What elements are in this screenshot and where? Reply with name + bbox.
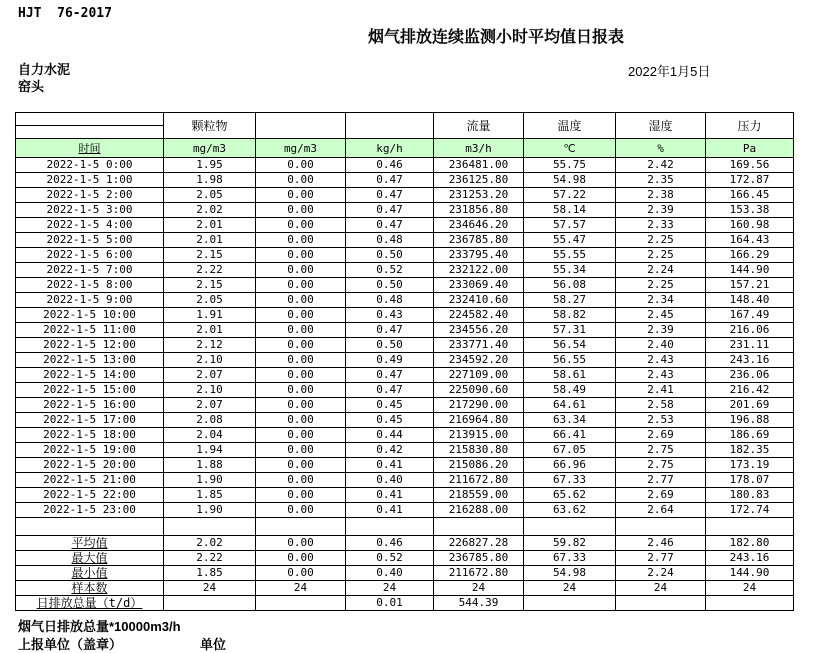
data-cell: 211672.80 bbox=[434, 473, 524, 488]
data-cell: 0.42 bbox=[346, 443, 434, 458]
unit-header: Pa bbox=[706, 139, 794, 158]
data-cell: 2.69 bbox=[616, 488, 706, 503]
summary-cell: 24 bbox=[524, 581, 616, 596]
summary-row bbox=[16, 581, 794, 596]
data-cell: 2.39 bbox=[616, 203, 706, 218]
row-time: 2022-1-5 17:00 bbox=[16, 413, 164, 428]
data-cell: 2.34 bbox=[616, 293, 706, 308]
data-cell: 0.00 bbox=[256, 158, 346, 173]
data-cell: 225090.60 bbox=[434, 383, 524, 398]
row-time: 2022-1-5 5:00 bbox=[16, 233, 164, 248]
data-cell: 166.29 bbox=[706, 248, 794, 263]
summary-cell bbox=[524, 596, 616, 611]
band-upper-blank bbox=[16, 113, 163, 126]
data-cell: 196.88 bbox=[706, 413, 794, 428]
data-cell: 57.31 bbox=[524, 323, 616, 338]
unit-header: mg/m3 bbox=[256, 139, 346, 158]
data-row bbox=[16, 383, 794, 398]
data-cell: 236481.00 bbox=[434, 158, 524, 173]
summary-cell: 2.46 bbox=[616, 536, 706, 551]
data-cell: 201.69 bbox=[706, 398, 794, 413]
data-cell: 2.22 bbox=[164, 263, 256, 278]
data-cell: 169.56 bbox=[706, 158, 794, 173]
summary-row bbox=[16, 551, 794, 566]
summary-cell: 182.80 bbox=[706, 536, 794, 551]
data-cell: 218559.00 bbox=[434, 488, 524, 503]
unit-header: % bbox=[616, 139, 706, 158]
data-cell: 0.00 bbox=[256, 263, 346, 278]
row-time: 2022-1-5 22:00 bbox=[16, 488, 164, 503]
data-cell: 215830.80 bbox=[434, 443, 524, 458]
summary-cell: 243.16 bbox=[706, 551, 794, 566]
data-cell: 0.00 bbox=[256, 503, 346, 518]
data-cell: 2.04 bbox=[164, 428, 256, 443]
row-time: 2022-1-5 8:00 bbox=[16, 278, 164, 293]
data-cell: 0.47 bbox=[346, 368, 434, 383]
unit-header: mg/m3 bbox=[164, 139, 256, 158]
data-cell: 0.41 bbox=[346, 503, 434, 518]
data-row bbox=[16, 218, 794, 233]
row-time: 2022-1-5 20:00 bbox=[16, 458, 164, 473]
blank-header bbox=[346, 113, 434, 139]
summary-cell: 544.39 bbox=[434, 596, 524, 611]
summary-cell: 2.22 bbox=[164, 551, 256, 566]
data-cell: 2.10 bbox=[164, 353, 256, 368]
data-cell: 2.02 bbox=[164, 203, 256, 218]
data-cell: 63.34 bbox=[524, 413, 616, 428]
row-time: 2022-1-5 13:00 bbox=[16, 353, 164, 368]
data-cell: 2.25 bbox=[616, 233, 706, 248]
data-cell: 2.35 bbox=[616, 173, 706, 188]
data-cell: 160.98 bbox=[706, 218, 794, 233]
summary-cell: 226827.28 bbox=[434, 536, 524, 551]
data-cell: 227109.00 bbox=[434, 368, 524, 383]
data-cell: 0.45 bbox=[346, 398, 434, 413]
data-cell: 0.50 bbox=[346, 248, 434, 263]
data-cell: 2.64 bbox=[616, 503, 706, 518]
row-time: 2022-1-5 14:00 bbox=[16, 368, 164, 383]
time-band-cell bbox=[16, 113, 164, 139]
data-cell: 0.00 bbox=[256, 278, 346, 293]
data-row bbox=[16, 443, 794, 458]
row-time: 2022-1-5 10:00 bbox=[16, 308, 164, 323]
data-row bbox=[16, 263, 794, 278]
data-cell: 1.91 bbox=[164, 308, 256, 323]
data-cell: 233069.40 bbox=[434, 278, 524, 293]
summary-cell: 54.98 bbox=[524, 566, 616, 581]
summary-cell bbox=[256, 596, 346, 611]
data-cell: 0.00 bbox=[256, 203, 346, 218]
data-cell: 0.00 bbox=[256, 368, 346, 383]
page-title: 烟气排放连续监测小时平均值日报表 bbox=[367, 29, 624, 46]
data-cell: 2.01 bbox=[164, 233, 256, 248]
row-time: 2022-1-5 12:00 bbox=[16, 338, 164, 353]
gap-cell bbox=[346, 518, 434, 536]
data-cell: 0.00 bbox=[256, 233, 346, 248]
data-cell: 216.42 bbox=[706, 383, 794, 398]
row-time: 2022-1-5 19:00 bbox=[16, 443, 164, 458]
data-row bbox=[16, 428, 794, 443]
data-cell: 0.52 bbox=[346, 263, 434, 278]
data-cell: 178.07 bbox=[706, 473, 794, 488]
unit-header: kg/h bbox=[346, 139, 434, 158]
summary-cell: 24 bbox=[346, 581, 434, 596]
data-cell: 0.40 bbox=[346, 473, 434, 488]
band-lower-blank bbox=[16, 126, 163, 138]
data-cell: 2.15 bbox=[164, 248, 256, 263]
summary-row bbox=[16, 536, 794, 551]
blank-header bbox=[256, 113, 346, 139]
data-cell: 1.98 bbox=[164, 173, 256, 188]
data-cell: 57.22 bbox=[524, 188, 616, 203]
data-cell: 0.00 bbox=[256, 323, 346, 338]
data-row bbox=[16, 458, 794, 473]
data-cell: 65.62 bbox=[524, 488, 616, 503]
data-cell: 2.42 bbox=[616, 158, 706, 173]
row-time: 2022-1-5 18:00 bbox=[16, 428, 164, 443]
data-cell: 172.87 bbox=[706, 173, 794, 188]
data-cell: 153.38 bbox=[706, 203, 794, 218]
summary-cell: 24 bbox=[434, 581, 524, 596]
summary-cell: 2.77 bbox=[616, 551, 706, 566]
data-cell: 2.33 bbox=[616, 218, 706, 233]
data-cell: 0.48 bbox=[346, 233, 434, 248]
data-cell: 1.90 bbox=[164, 473, 256, 488]
row-time: 2022-1-5 4:00 bbox=[16, 218, 164, 233]
summary-row bbox=[16, 596, 794, 611]
data-cell: 1.94 bbox=[164, 443, 256, 458]
pollutant-header: 湿度 bbox=[616, 113, 706, 139]
summary-cell: 144.90 bbox=[706, 566, 794, 581]
data-cell: 57.57 bbox=[524, 218, 616, 233]
row-time: 2022-1-5 7:00 bbox=[16, 263, 164, 278]
data-row bbox=[16, 473, 794, 488]
data-row bbox=[16, 398, 794, 413]
data-cell: 167.49 bbox=[706, 308, 794, 323]
data-cell: 236125.80 bbox=[434, 173, 524, 188]
row-time: 2022-1-5 6:00 bbox=[16, 248, 164, 263]
data-row bbox=[16, 488, 794, 503]
data-cell: 2.58 bbox=[616, 398, 706, 413]
data-cell: 2.41 bbox=[616, 383, 706, 398]
data-cell: 0.00 bbox=[256, 218, 346, 233]
data-cell: 234592.20 bbox=[434, 353, 524, 368]
data-cell: 164.43 bbox=[706, 233, 794, 248]
time-header: 时间 bbox=[16, 139, 164, 158]
data-cell: 186.69 bbox=[706, 428, 794, 443]
summary-cell: 236785.80 bbox=[434, 551, 524, 566]
data-cell: 2.07 bbox=[164, 368, 256, 383]
data-row bbox=[16, 308, 794, 323]
data-cell: 234646.20 bbox=[434, 218, 524, 233]
row-time: 2022-1-5 3:00 bbox=[16, 203, 164, 218]
data-cell: 2.45 bbox=[616, 308, 706, 323]
summary-label: 样本数 bbox=[16, 581, 164, 596]
summary-cell: 24 bbox=[616, 581, 706, 596]
data-cell: 0.47 bbox=[346, 383, 434, 398]
data-row bbox=[16, 203, 794, 218]
data-cell: 224582.40 bbox=[434, 308, 524, 323]
data-cell: 215086.20 bbox=[434, 458, 524, 473]
data-cell: 55.34 bbox=[524, 263, 616, 278]
data-cell: 2.53 bbox=[616, 413, 706, 428]
row-time: 2022-1-5 15:00 bbox=[16, 383, 164, 398]
row-time: 2022-1-5 16:00 bbox=[16, 398, 164, 413]
summary-cell: 1.85 bbox=[164, 566, 256, 581]
data-cell: 63.62 bbox=[524, 503, 616, 518]
data-cell: 0.47 bbox=[346, 323, 434, 338]
row-time: 2022-1-5 21:00 bbox=[16, 473, 164, 488]
data-row bbox=[16, 293, 794, 308]
data-cell: 2.10 bbox=[164, 383, 256, 398]
summary-cell: 2.02 bbox=[164, 536, 256, 551]
data-cell: 182.35 bbox=[706, 443, 794, 458]
data-cell: 173.19 bbox=[706, 458, 794, 473]
data-cell: 2.15 bbox=[164, 278, 256, 293]
summary-cell: 0.52 bbox=[346, 551, 434, 566]
data-cell: 0.43 bbox=[346, 308, 434, 323]
data-cell: 0.50 bbox=[346, 338, 434, 353]
data-cell: 0.48 bbox=[346, 293, 434, 308]
data-row bbox=[16, 248, 794, 263]
data-cell: 0.00 bbox=[256, 488, 346, 503]
data-row bbox=[16, 173, 794, 188]
data-cell: 213915.00 bbox=[434, 428, 524, 443]
location-name: 窑头 bbox=[18, 79, 45, 94]
data-cell: 56.08 bbox=[524, 278, 616, 293]
unit-label: 单位 bbox=[200, 637, 227, 652]
data-row bbox=[16, 353, 794, 368]
unit-header-row bbox=[16, 139, 794, 158]
data-row bbox=[16, 158, 794, 173]
data-cell: 0.00 bbox=[256, 353, 346, 368]
data-cell: 0.47 bbox=[346, 188, 434, 203]
data-cell: 216288.00 bbox=[434, 503, 524, 518]
row-time: 2022-1-5 23:00 bbox=[16, 503, 164, 518]
gap-cell bbox=[616, 518, 706, 536]
data-cell: 216964.80 bbox=[434, 413, 524, 428]
data-cell: 233795.40 bbox=[434, 248, 524, 263]
data-cell: 236.06 bbox=[706, 368, 794, 383]
data-cell: 0.44 bbox=[346, 428, 434, 443]
data-cell: 157.21 bbox=[706, 278, 794, 293]
data-cell: 0.00 bbox=[256, 443, 346, 458]
data-cell: 67.05 bbox=[524, 443, 616, 458]
data-cell: 0.00 bbox=[256, 173, 346, 188]
row-time: 2022-1-5 1:00 bbox=[16, 173, 164, 188]
summary-cell: 24 bbox=[706, 581, 794, 596]
gap-cell bbox=[256, 518, 346, 536]
pollutant-header: 压力 bbox=[706, 113, 794, 139]
data-row bbox=[16, 338, 794, 353]
data-cell: 0.00 bbox=[256, 308, 346, 323]
data-cell: 0.47 bbox=[346, 173, 434, 188]
data-cell: 0.00 bbox=[256, 473, 346, 488]
data-cell: 0.00 bbox=[256, 248, 346, 263]
summary-label: 最小值 bbox=[16, 566, 164, 581]
data-row bbox=[16, 278, 794, 293]
data-cell: 2.24 bbox=[616, 263, 706, 278]
data-cell: 0.00 bbox=[256, 383, 346, 398]
data-cell: 0.00 bbox=[256, 398, 346, 413]
data-row bbox=[16, 503, 794, 518]
summary-cell: 2.24 bbox=[616, 566, 706, 581]
data-cell: 172.74 bbox=[706, 503, 794, 518]
data-row bbox=[16, 413, 794, 428]
data-cell: 64.61 bbox=[524, 398, 616, 413]
unit-header: m3/h bbox=[434, 139, 524, 158]
summary-cell: 0.00 bbox=[256, 551, 346, 566]
data-cell: 231.11 bbox=[706, 338, 794, 353]
data-cell: 231856.80 bbox=[434, 203, 524, 218]
gap-cell bbox=[434, 518, 524, 536]
data-row bbox=[16, 368, 794, 383]
data-cell: 1.88 bbox=[164, 458, 256, 473]
gap-row bbox=[16, 518, 794, 536]
data-cell: 2.07 bbox=[164, 398, 256, 413]
summary-cell: 0.40 bbox=[346, 566, 434, 581]
data-cell: 233771.40 bbox=[434, 338, 524, 353]
data-cell: 0.45 bbox=[346, 413, 434, 428]
data-cell: 0.41 bbox=[346, 488, 434, 503]
data-cell: 55.55 bbox=[524, 248, 616, 263]
gap-cell bbox=[16, 518, 164, 536]
summary-cell bbox=[616, 596, 706, 611]
summary-cell bbox=[164, 596, 256, 611]
data-cell: 58.49 bbox=[524, 383, 616, 398]
data-cell: 66.96 bbox=[524, 458, 616, 473]
data-cell: 2.77 bbox=[616, 473, 706, 488]
pollutant-header: 流量 bbox=[434, 113, 524, 139]
data-cell: 2.25 bbox=[616, 248, 706, 263]
data-cell: 0.50 bbox=[346, 278, 434, 293]
data-cell: 234556.20 bbox=[434, 323, 524, 338]
data-row bbox=[16, 323, 794, 338]
summary-cell: 59.82 bbox=[524, 536, 616, 551]
data-row bbox=[16, 233, 794, 248]
row-time: 2022-1-5 0:00 bbox=[16, 158, 164, 173]
report-date: 2022年1月5日 bbox=[628, 64, 711, 79]
data-cell: 0.00 bbox=[256, 188, 346, 203]
data-cell: 55.47 bbox=[524, 233, 616, 248]
total-emission-note: 烟气日排放总量*10000m3/h bbox=[18, 619, 181, 634]
data-cell: 1.85 bbox=[164, 488, 256, 503]
data-cell: 0.00 bbox=[256, 458, 346, 473]
data-cell: 2.05 bbox=[164, 188, 256, 203]
data-cell: 232122.00 bbox=[434, 263, 524, 278]
pollutant-header: 颗粒物 bbox=[164, 113, 256, 139]
data-cell: 54.98 bbox=[524, 173, 616, 188]
data-cell: 180.83 bbox=[706, 488, 794, 503]
data-cell: 166.45 bbox=[706, 188, 794, 203]
data-cell: 236785.80 bbox=[434, 233, 524, 248]
data-cell: 0.00 bbox=[256, 428, 346, 443]
summary-cell: 0.00 bbox=[256, 566, 346, 581]
report-unit-label: 上报单位（盖章） bbox=[18, 637, 123, 652]
data-cell: 0.00 bbox=[256, 338, 346, 353]
data-row bbox=[16, 188, 794, 203]
summary-cell: 0.46 bbox=[346, 536, 434, 551]
row-time: 2022-1-5 9:00 bbox=[16, 293, 164, 308]
data-cell: 0.00 bbox=[256, 413, 346, 428]
data-cell: 56.55 bbox=[524, 353, 616, 368]
data-cell: 2.08 bbox=[164, 413, 256, 428]
summary-cell: 0.01 bbox=[346, 596, 434, 611]
data-cell: 2.05 bbox=[164, 293, 256, 308]
data-cell: 232410.60 bbox=[434, 293, 524, 308]
gap-cell bbox=[706, 518, 794, 536]
summary-cell: 24 bbox=[164, 581, 256, 596]
data-cell: 2.69 bbox=[616, 428, 706, 443]
data-cell: 55.75 bbox=[524, 158, 616, 173]
data-cell: 2.75 bbox=[616, 443, 706, 458]
data-cell: 1.95 bbox=[164, 158, 256, 173]
summary-cell bbox=[706, 596, 794, 611]
summary-row bbox=[16, 566, 794, 581]
data-cell: 2.25 bbox=[616, 278, 706, 293]
company-name: 自力水泥 bbox=[18, 62, 71, 77]
data-cell: 148.40 bbox=[706, 293, 794, 308]
data-cell: 2.38 bbox=[616, 188, 706, 203]
data-cell: 231253.20 bbox=[434, 188, 524, 203]
gap-cell bbox=[524, 518, 616, 536]
unit-header: ℃ bbox=[524, 139, 616, 158]
data-cell: 2.43 bbox=[616, 368, 706, 383]
pollutant-header-row bbox=[16, 113, 794, 139]
data-cell: 66.41 bbox=[524, 428, 616, 443]
data-cell: 58.27 bbox=[524, 293, 616, 308]
data-cell: 2.43 bbox=[616, 353, 706, 368]
data-cell: 0.49 bbox=[346, 353, 434, 368]
data-cell: 217290.00 bbox=[434, 398, 524, 413]
summary-cell: 24 bbox=[256, 581, 346, 596]
summary-cell: 67.33 bbox=[524, 551, 616, 566]
data-cell: 56.54 bbox=[524, 338, 616, 353]
data-cell: 2.40 bbox=[616, 338, 706, 353]
data-cell: 216.06 bbox=[706, 323, 794, 338]
summary-cell: 211672.80 bbox=[434, 566, 524, 581]
row-time: 2022-1-5 11:00 bbox=[16, 323, 164, 338]
data-cell: 0.46 bbox=[346, 158, 434, 173]
summary-label: 平均值 bbox=[16, 536, 164, 551]
data-cell: 58.82 bbox=[524, 308, 616, 323]
data-cell: 58.61 bbox=[524, 368, 616, 383]
data-cell: 2.39 bbox=[616, 323, 706, 338]
data-cell: 2.01 bbox=[164, 218, 256, 233]
data-cell: 0.41 bbox=[346, 458, 434, 473]
data-cell: 2.12 bbox=[164, 338, 256, 353]
report-table bbox=[15, 112, 794, 611]
data-cell: 2.75 bbox=[616, 458, 706, 473]
summary-label: 日排放总量（t/d） bbox=[16, 596, 164, 611]
summary-label: 最大值 bbox=[16, 551, 164, 566]
summary-cell: 0.00 bbox=[256, 536, 346, 551]
data-cell: 0.00 bbox=[256, 293, 346, 308]
row-time: 2022-1-5 2:00 bbox=[16, 188, 164, 203]
data-cell: 2.01 bbox=[164, 323, 256, 338]
data-cell: 243.16 bbox=[706, 353, 794, 368]
gap-cell bbox=[164, 518, 256, 536]
data-cell: 0.47 bbox=[346, 203, 434, 218]
data-cell: 0.47 bbox=[346, 218, 434, 233]
data-cell: 1.90 bbox=[164, 503, 256, 518]
data-cell: 144.90 bbox=[706, 263, 794, 278]
data-cell: 58.14 bbox=[524, 203, 616, 218]
data-cell: 67.33 bbox=[524, 473, 616, 488]
doc-code: HJT 76-2017 bbox=[18, 6, 112, 21]
pollutant-header: 温度 bbox=[524, 113, 616, 139]
